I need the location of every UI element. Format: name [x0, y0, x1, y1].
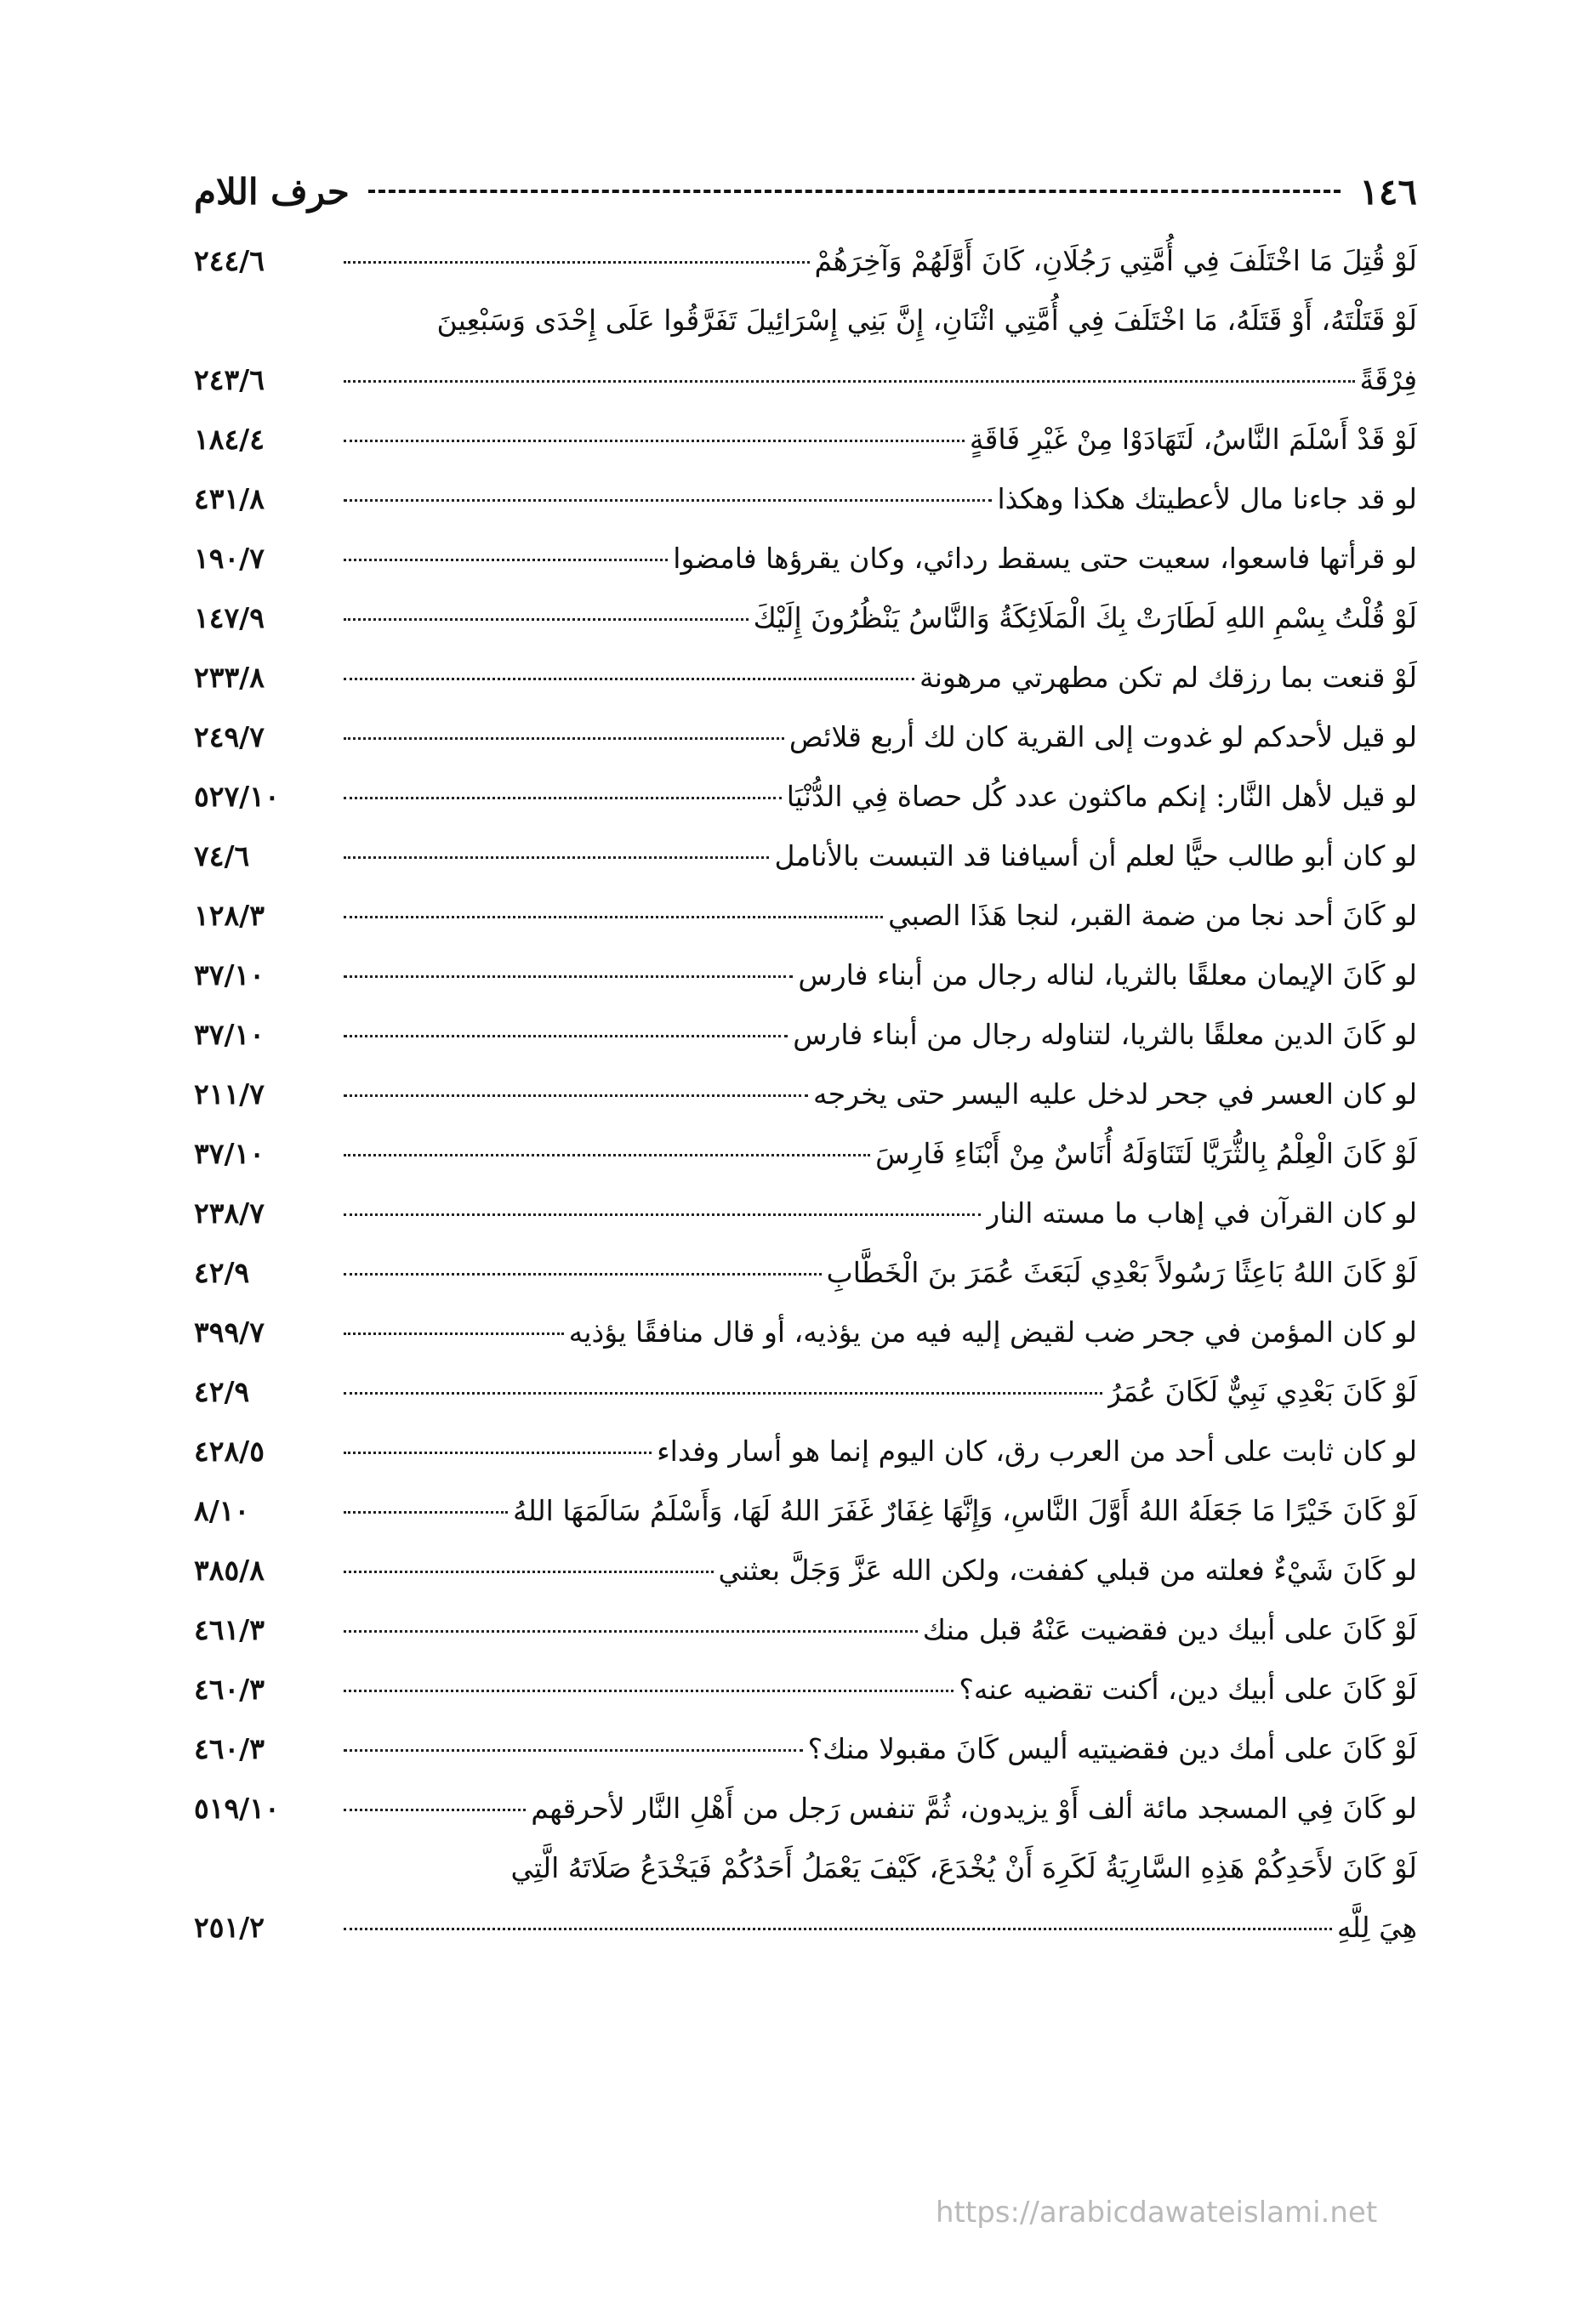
watermark: https://arabicdawateislami.net [936, 2196, 1378, 2230]
entry-text: لو كان العسر في جحر لدخل عليه اليسر حتى يخرجه [813, 1077, 1417, 1111]
entry-reference: ١٤٧/٩ [194, 601, 265, 634]
index-entry [194, 1065, 1417, 1124]
dot-leader [344, 797, 782, 799]
dot-leader [344, 1630, 918, 1633]
dot-leader [344, 1392, 1102, 1395]
index-entry [194, 767, 1417, 827]
entry-reference: ٥١٩/١٠ [194, 1792, 280, 1825]
entry-text: لو كَانَ الدين معلقًا بالثريا، لتناوله رجال من أبناء فارس [793, 1018, 1417, 1051]
entry-reference: ٣٧/١٠ [194, 1137, 265, 1170]
index-entry [194, 291, 1417, 410]
entry-text: لَوْ قُلْتُ بِسْمِ اللهِ لَطَارَتْ بِكَ الْمَلَائِكَةُ وَالنَّاسُ يَنْظُرُونَ إِلَيْكَ [753, 601, 1417, 634]
entry-reference: ٣٧/١٠ [194, 958, 265, 992]
entry-text: لو كَانَ فِي المسجد مائة ألف أَوْ يزيدون، ثُمَّ تنفس رَجل من أَهْلِ النَّار لأحرقهم [531, 1792, 1417, 1825]
index-entry [194, 1303, 1417, 1362]
entry-last-line [194, 350, 1417, 410]
entry-text: لَوْ كَانَ على أمك دين فقضيتيه أليس كَانَ مقبولا منك؟ [807, 1732, 1417, 1765]
entry-text: لَوْ كَانَ خَيْرًا مَا جَعَلَهُ اللهُ أَوَّلَ النَّاسِ، وَإِنَّهَا غِفَارٌ غَفَرَ اللهُ لَهَا، وَأَسْلَمُ سَالَمَهَا اللهُ [513, 1494, 1417, 1527]
entry-reference: ٤٢/٩ [194, 1256, 250, 1289]
dot-leader [344, 559, 668, 561]
entry-reference: ٧٤/٦ [194, 839, 250, 872]
index-entry [194, 1838, 1417, 1958]
entry-text: لَوْ كَانَ اللهُ بَاعِثًا رَسُولاً بَعْدِي لَبَعَثَ عُمَرَ بنَ الْخَطَّابِ [826, 1256, 1417, 1289]
dot-leader [344, 261, 810, 264]
entry-text: هِيَ لِلَّهِ [1336, 1911, 1417, 1944]
dot-leader [344, 856, 769, 859]
dot-leader [344, 1571, 714, 1573]
dot-leader [344, 1690, 954, 1692]
index-entry [194, 886, 1417, 946]
entry-reference: ٢٣٣/٨ [194, 661, 265, 694]
index-entry [194, 588, 1417, 648]
entry-text: لَوْ كَانَ الْعِلْمُ بِالثُّرَيَّا لَتَنَاوَلَهُ أُنَاسٌ مِنْ أَبْنَاءِ فَارِسَ [875, 1137, 1417, 1170]
dot-leader [344, 1094, 808, 1097]
entry-text: فِرْقَةً [1359, 363, 1417, 396]
running-title: حرف اللام [194, 170, 350, 213]
entry-reference: ٢٤٤/٦ [194, 244, 265, 277]
entry-text: لو كان ثابت على أحد من العرب رق، كان اليوم إنما هو أسار وفداء [657, 1435, 1417, 1468]
entry-reference: ٢٤٩/٧ [194, 720, 265, 753]
dot-leader [344, 1928, 1332, 1930]
dot-leader [344, 1035, 788, 1037]
entry-text: لو كان المؤمن في جحر ضب لقيض إليه فيه من يؤذيه، أو قال منافقًا يؤذيه [568, 1315, 1417, 1349]
entry-text: لَوْ قُتِلَ مَا اخْتَلَفَ فِي أُمَّتِي رَجُلَانِ، كَانَ أَوَّلَهُمْ وَآخِرَهُمْ [814, 244, 1417, 277]
entry-reference: ٨/١٠ [194, 1494, 250, 1527]
index-entry [194, 529, 1417, 588]
index-entry [194, 648, 1417, 707]
entry-reference: ٥٢٧/١٠ [194, 780, 280, 813]
entry-reference: ٤٦٠/٣ [194, 1732, 265, 1765]
dot-leader [344, 1452, 652, 1454]
dot-leader [344, 1332, 564, 1335]
entry-text: لو قرأتها فاسعوا، سعيت حتى يسقط ردائي، وكان يقرؤها فامضوا [673, 542, 1417, 575]
entry-reference: ١٨٤/٤ [194, 423, 265, 456]
entry-text: لو قد جاءنا مال لأعطيتك هكذا وهكذا [997, 482, 1417, 515]
index-entry [194, 1005, 1417, 1065]
entry-reference: ٤٦١/٣ [194, 1613, 265, 1646]
entry-text: لو كَانَ شَيْءٌ فعلته من قبلي كففت، ولكن الله عَزَّ وَجَلَّ بعثني [718, 1554, 1417, 1587]
page-number: ١٤٦ [1359, 170, 1417, 213]
entry-reference: ٤٢/٩ [194, 1375, 250, 1408]
index-entry [194, 1124, 1417, 1184]
entry-reference: ٣٩٩/٧ [194, 1315, 265, 1349]
index-entry [194, 1719, 1417, 1779]
entry-text: لو كان أبو طالب حيًّا لعلم أن أسيافنا قد التبست بالأنامل [774, 839, 1417, 872]
dot-leader [344, 499, 992, 502]
index-entry [194, 1600, 1417, 1660]
dot-leader [344, 737, 784, 740]
entry-text: لو كَانَ أحد نجا من ضمة القبر، لنجا هَذَا الصبي [888, 899, 1417, 932]
index-entry [194, 827, 1417, 886]
entry-text: لَوْ قَدْ أَسْلَمَ النَّاسُ، لَتَهَادَوْا مِنْ غَيْرِ فَاقَةٍ [969, 423, 1417, 456]
dot-leader [344, 678, 914, 680]
index-entry [194, 231, 1417, 291]
entry-text: لَوْ كَانَ على أبيك دين فقضيت عَنْهُ قبل منك [922, 1613, 1417, 1646]
index-entry [194, 1243, 1417, 1303]
index-entry [194, 1184, 1417, 1243]
index-entry [194, 946, 1417, 1005]
index-entries-list [194, 231, 1417, 1958]
entry-text: لَوْ كَانَ بَعْدِي نَبِيٌّ لَكَانَ عُمَرُ [1107, 1375, 1417, 1408]
dot-leader [344, 1213, 981, 1216]
entry-text: لو قيل لأهل النَّار: إنكم ماكثون عدد كُل حصاة فِي الدُّنْيَا [786, 780, 1417, 813]
index-entry [194, 1422, 1417, 1481]
entry-reference: ٢٥١/٢ [194, 1911, 265, 1944]
dot-leader [344, 618, 749, 621]
index-entry [194, 1481, 1417, 1541]
dot-leader [344, 975, 793, 978]
entry-last-line [194, 1898, 1417, 1958]
header-dashed-rule [368, 190, 1341, 193]
entry-reference: ٢٣٨/٧ [194, 1196, 265, 1230]
dot-leader [344, 440, 965, 442]
index-entry [194, 1779, 1417, 1838]
entry-text: لَوْ كَانَ على أبيك دين، أكنت تقضيه عنه؟ [959, 1673, 1417, 1706]
entry-text: لَوْ قنعت بما رزقك لم تكن مطهرتي مرهونة [919, 661, 1417, 694]
entry-reference: ١٢٨/٣ [194, 899, 265, 932]
entry-text: لَوْ كَانَ لأَحَدِكُمْ هَذِهِ السَّارِيَةُ لَكَرِهَ أَنْ يُخْدَعَ، كَيْفَ يَعْمَلُ أَحَدُكُمْ فَيَخْدَعُ صَلَاتَهُ الَّتِي [510, 1851, 1417, 1884]
entry-reference: ٢٤٣/٦ [194, 363, 265, 396]
entry-reference: ٤٦٠/٣ [194, 1673, 265, 1706]
index-entry [194, 469, 1417, 529]
entry-reference: ٤٢٨/٥ [194, 1435, 265, 1468]
entry-text: لو كَانَ الإيمان معلقًا بالثريا، لناله رجال من أبناء فارس [798, 958, 1417, 992]
entry-reference: ٤٣١/٨ [194, 482, 265, 515]
dot-leader [344, 380, 1355, 383]
index-entry [194, 410, 1417, 469]
dot-leader [344, 916, 883, 918]
index-entry [194, 707, 1417, 767]
entry-reference: ١٩٠/٧ [194, 542, 265, 575]
entry-reference: ٢١١/٧ [194, 1077, 265, 1111]
dot-leader [344, 1273, 822, 1276]
entry-reference: ٣٧/١٠ [194, 1018, 265, 1051]
entry-text: لَوْ قَتَلْتَهُ، أَوْ قَتَلَهُ، مَا اخْتَلَفَ فِي أُمَّتِي اثْنَانِ، إِنَّ بَنِي إِسْرَائِيلَ تَفَرَّقُوا عَلَى إِحْدَى وَسَبْعِينَ [436, 304, 1417, 337]
entry-text: لو كان القرآن في إهاب ما مسته النار [986, 1196, 1417, 1230]
dot-leader [344, 1749, 803, 1752]
page-header [194, 162, 1417, 221]
dot-leader [344, 1154, 870, 1156]
entry-reference: ٣٨٥/٨ [194, 1554, 265, 1587]
dot-leader [344, 1511, 508, 1514]
index-entry [194, 1541, 1417, 1600]
index-entry [194, 1362, 1417, 1422]
entry-text: لو قيل لأحدكم لو غدوت إلى القرية كان لك أربع قلائص [788, 720, 1417, 753]
dot-leader [344, 1809, 526, 1811]
index-entry [194, 1660, 1417, 1719]
